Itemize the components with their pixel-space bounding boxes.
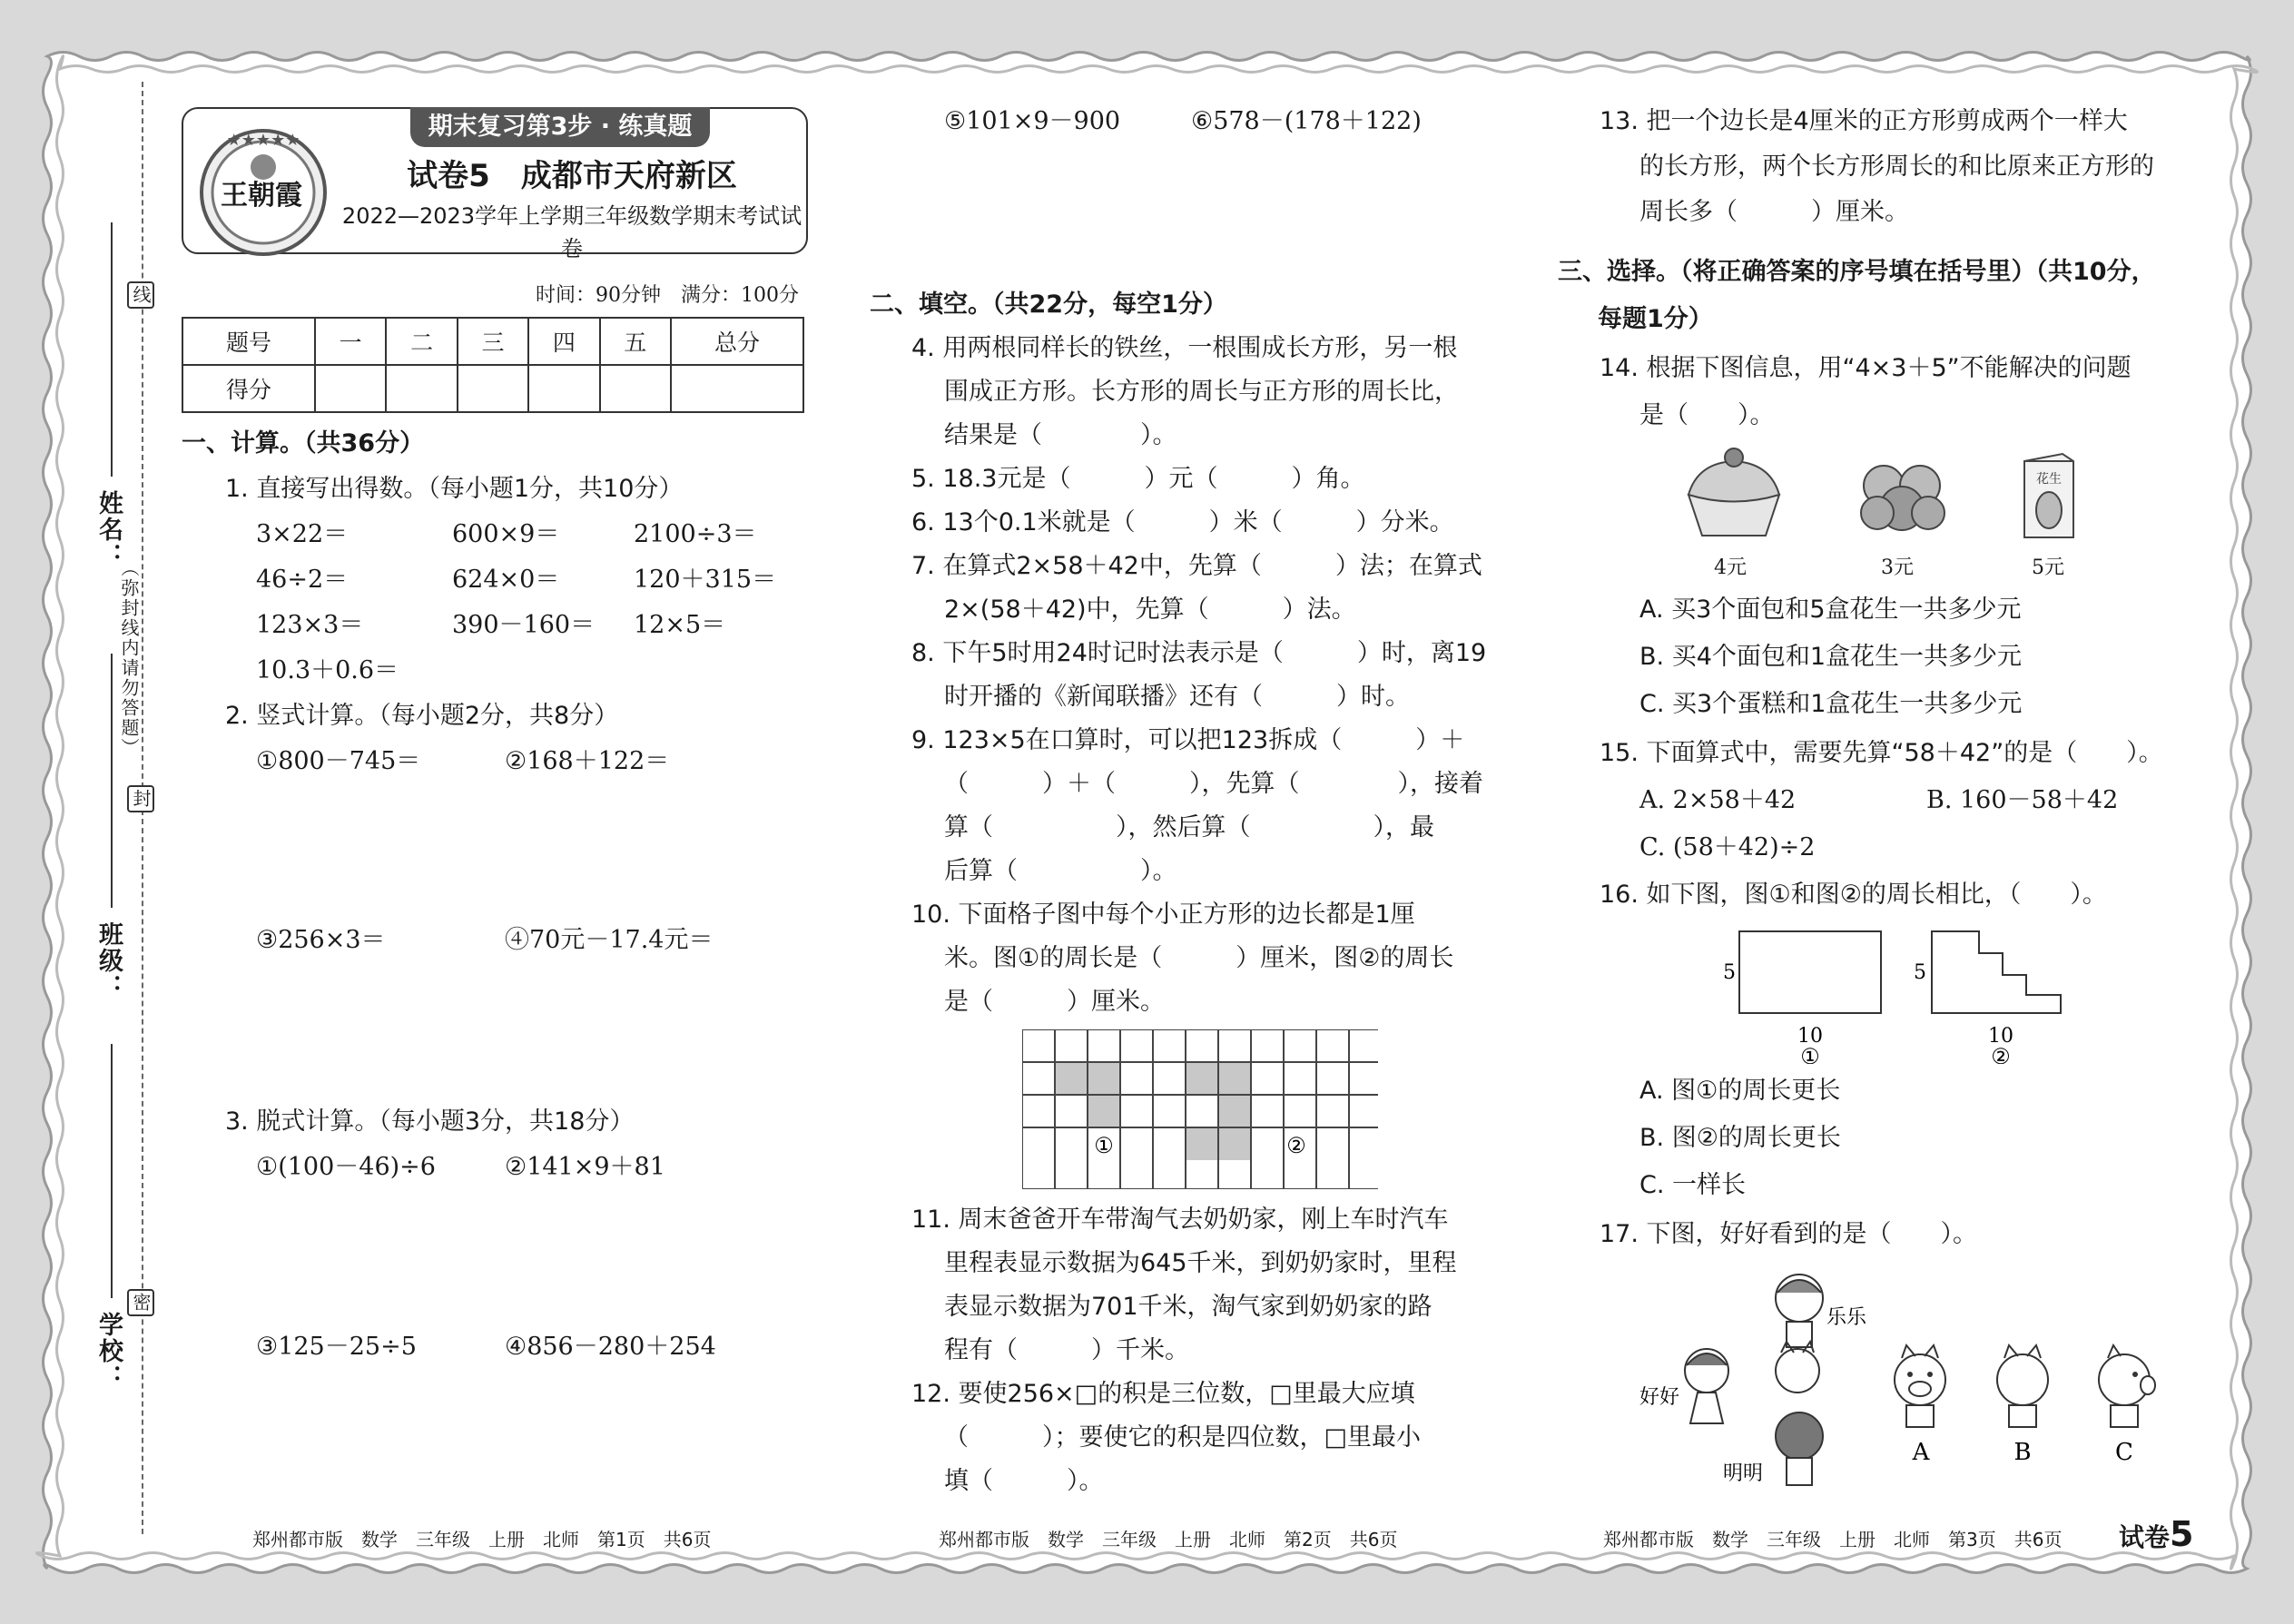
score-cell: 三 (458, 318, 528, 365)
q3-item: ⑥578－(178＋122) (1191, 107, 1422, 135)
score-input-cell[interactable] (671, 365, 803, 412)
q1-item: 12×5＝ (634, 611, 726, 639)
name-haohao: 好好 (1639, 1386, 1680, 1409)
q2-title: 2. 竖式计算。（每小题2分，共8分） (225, 702, 619, 730)
logo-text: 王朝霞 (221, 180, 302, 212)
section2-line: 是（ ）厘米。 (944, 988, 1165, 1016)
pig-center-icon (1776, 1342, 1819, 1393)
seal-line-label (127, 281, 154, 309)
score-input-cell[interactable] (600, 365, 671, 412)
page-footer: 郑州都市版 数学 三年级 上册 北师 第1页 共6页 (252, 1529, 712, 1550)
child-haohao-icon (1685, 1349, 1728, 1423)
paper-label (2119, 1514, 2193, 1554)
section2-line: 程有（ ）千米。 (944, 1336, 1189, 1364)
q2-item: ③256×3＝ (256, 926, 386, 954)
q16-text: 16. 如下图，图①和图②的周长相比，（ ）。 (1600, 881, 2107, 909)
section2-line: 10. 下面格子图中每个小正方形的边长都是1厘 (911, 901, 1415, 929)
q14-option-b[interactable]: B. 买4个面包和1盒花生一共多少元 (1639, 643, 2023, 671)
section2-line: 后算（ ）。 (944, 857, 1177, 885)
name-underline (111, 222, 113, 477)
q1-item: 46÷2＝ (256, 566, 349, 594)
q10-grid-figure (1022, 1029, 1378, 1189)
q16-option-b[interactable]: B. 图②的周长更长 (1639, 1124, 1841, 1152)
q14-option-a[interactable]: A. 买3个面包和5盒花生一共多少元 (1639, 595, 2022, 624)
fig1-width-label: 10 (1797, 1025, 1823, 1048)
score-cell: 题号 (182, 318, 315, 365)
pig-option-a-icon (1895, 1345, 1945, 1427)
q13-line: 的长方形，两个长方形周长的和比原来正方形的 (1639, 153, 2154, 181)
page-footer: 郑州都市版 数学 三年级 上册 北师 第3页 共6页 (1603, 1529, 2063, 1550)
grid-lines (1022, 1029, 1378, 1189)
paper-subtitle: 2022—2023学年上学期三年级数学期末考试试卷 (341, 203, 802, 261)
section3-title: 三、选择。（将正确答案的序号填在括号里）（共10分， (1558, 258, 2156, 286)
q14-text: 14. 根据下图信息，用“4×3＋5”不能解决的问题 (1600, 354, 2132, 382)
section2-line: 9. 123×5在口算时，可以把123拆成（ ）＋ (911, 726, 1465, 754)
score-table-score-row (182, 365, 803, 412)
section2-title: 二、填空。（共22分，每空1分） (870, 290, 1227, 319)
paper-label-text: 试卷 (2119, 1522, 2171, 1552)
q3-title: 3. 脱式计算。（每小题3分，共18分） (225, 1107, 635, 1136)
child-lele-icon (1776, 1275, 1823, 1347)
fig1-height-label: 5 (1723, 961, 1736, 984)
score-cell: 二 (386, 318, 457, 365)
section2-line: 米。图①的周长是（ ）厘米，图②的周长 (944, 944, 1454, 972)
section2-line: 5. 18.3元是（ ）元（ ）角。 (911, 465, 1365, 493)
time-info: 时间：90分钟 满分：100分 (536, 284, 799, 307)
q3-item: ③125－25÷5 (256, 1333, 417, 1361)
q1-item: 123×3＝ (256, 611, 364, 639)
q15-option-a[interactable]: A. 2×58＋42 (1639, 786, 1797, 814)
section2-line: 8. 下午5时用24时记时法表示是（ ）时，离19 (911, 639, 1487, 667)
paper-number: 5 (2170, 1514, 2194, 1554)
class-label: 班级： (94, 921, 123, 1000)
q15-option-c[interactable]: C. (58＋42)÷2 (1639, 833, 1816, 861)
score-cell: 得分 (182, 365, 315, 412)
school-label: 学校： (94, 1312, 123, 1391)
q14-option-c[interactable]: C. 买3个蛋糕和1盒花生一共多少元 (1639, 690, 2023, 718)
fig2-width-label: 10 (1988, 1025, 2013, 1048)
seal-char-2: 封 (127, 785, 154, 812)
cake-icon (1679, 445, 1788, 541)
section2-line: 算（ ），然后算（ ），最 (944, 813, 1434, 842)
page-footer: 郑州都市版 数学 三年级 上册 北师 第2页 共6页 (939, 1529, 1398, 1550)
q2-item: ②168＋122＝ (505, 747, 670, 775)
section2-line: 11. 周末爸爸开车带淘气去奶奶家，刚上车时汽车 (911, 1206, 1449, 1234)
section2-line: 围成正方形。长方形的周长与正方形的周长比， (944, 378, 1459, 406)
q3-item: ①(100－46)÷6 (256, 1153, 436, 1181)
fig2-height-label: 5 (1914, 961, 1926, 984)
q1-item: 600×9＝ (452, 520, 560, 548)
name-label: 姓名： (94, 490, 123, 569)
section2-line: 表显示数据为701千米，淘气家到奶奶家的路 (944, 1293, 1433, 1321)
section2-line: 12. 要使256×□的积是三位数，□里最大应填 (911, 1380, 1415, 1408)
q17-scene (1634, 1262, 2179, 1498)
section2-line: 6. 13个0.1米就是（ ）米（ ）分米。 (911, 508, 1454, 536)
q17-option-a[interactable]: A (1912, 1439, 1930, 1466)
staircase-figure (1932, 931, 2061, 1013)
class-underline[interactable] (111, 654, 113, 908)
q1-item: 2100÷3＝ (634, 520, 757, 548)
seal-char-3: 密 (127, 1289, 154, 1316)
q16-figures (1716, 922, 2079, 1064)
q1-item: 120＋315＝ (634, 566, 777, 594)
section3-title-cont: 每题1分） (1598, 305, 1713, 333)
score-input-cell[interactable] (386, 365, 457, 412)
q17-option-b[interactable]: B (2013, 1439, 2032, 1466)
q1-item: 3×22＝ (256, 520, 349, 548)
section2-line: （ ）＋（ ），先算（ ），接着 (944, 770, 1483, 798)
score-input-cell[interactable] (315, 365, 386, 412)
peanut-box-icon (2017, 447, 2077, 541)
pig-option-b-icon (1997, 1345, 2048, 1427)
section2-line: 时开播的《新闻联播》还有（ ）时。 (944, 683, 1410, 711)
section2-line: 结果是（ ）。 (944, 421, 1177, 449)
seal-secret-label (127, 1289, 154, 1316)
q16-option-a[interactable]: A. 图①的周长更长 (1639, 1077, 1841, 1105)
score-input-cell[interactable] (458, 365, 528, 412)
section2-line: 2×(58＋42)中，先算（ ）法。 (944, 595, 1356, 624)
paper-title: 试卷5 成都市天府新区 (407, 158, 737, 194)
bread-icon (1852, 454, 1952, 541)
q2-item: ①800－745＝ (256, 747, 421, 775)
q3-item: ④856－280＋254 (505, 1333, 716, 1361)
q1-item: 10.3＋0.6＝ (256, 656, 399, 684)
q17-text: 17. 下图，好好看到的是（ ）。 (1600, 1220, 1978, 1248)
q17-option-c[interactable]: C (2115, 1439, 2133, 1466)
svg-text:★★★★★: ★★★★★ (226, 133, 300, 150)
score-cell: 一 (315, 318, 386, 365)
q16-option-c[interactable]: C. 一样长 (1639, 1171, 1747, 1199)
price-label: 3元 (1881, 556, 1914, 579)
fig2-label: ② (1991, 1044, 2011, 1064)
name-mingming: 明明 (1723, 1462, 1764, 1485)
q3-item: ⑤101×9－900 (944, 107, 1121, 135)
grid-label-2: ② (1286, 1133, 1306, 1158)
seal-char-1: 线 (127, 281, 154, 309)
score-input-cell[interactable] (528, 365, 599, 412)
score-cell: 五 (600, 318, 671, 365)
pig-option-c-icon (2099, 1345, 2155, 1427)
name-lele: 乐乐 (1826, 1306, 1867, 1329)
header-tab: 期末复习第3步 · 练真题 (410, 107, 710, 147)
q14-text-cont: 是（ ）。 (1639, 401, 1775, 429)
q3-item: ②141×9＋81 (505, 1153, 665, 1181)
q1-title: 1. 直接写出得数。（每小题1分，共10分） (225, 475, 684, 503)
price-label: 5元 (2032, 556, 2064, 579)
school-underline[interactable] (111, 1044, 113, 1298)
q15-option-b[interactable]: B. 160－58＋42 (1926, 786, 2119, 814)
section2-line: 4. 用两根同样长的铁丝，一根围成长方形，另一根 (911, 334, 1458, 362)
q13-line: 13. 把一个边长是4厘米的正方形剪成两个一样大 (1600, 107, 2128, 135)
score-table (182, 317, 804, 413)
child-mingming-icon (1776, 1412, 1823, 1485)
price-label: 4元 (1714, 556, 1747, 579)
section2-line: （ ）；要使它的积是四位数，□里最小 (944, 1423, 1422, 1452)
section2-line: 里程表显示数据为645千米，到奶奶家时，里程 (944, 1249, 1457, 1277)
q1-item: 390－160＝ (452, 611, 596, 639)
q2-item: ④70元－17.4元＝ (505, 926, 714, 954)
score-cell: 四 (528, 318, 599, 365)
q1-item: 624×0＝ (452, 566, 560, 594)
section2-line: 7. 在算式2×58＋42中，先算（ ）法；在算式 (911, 552, 1482, 580)
section2-line: 填（ ）。 (944, 1467, 1104, 1495)
peanut-box-label: 花生 (2036, 472, 2062, 487)
score-cell: 总分 (671, 318, 803, 365)
q15-text: 15. 下面算式中，需要先算“58＋42”的是（ ）。 (1600, 739, 2163, 767)
q13-line: 周长多（ ）厘米。 (1639, 198, 1909, 226)
binding-note: （弥封线内请勿答题） (118, 558, 140, 758)
score-table-header-row (182, 318, 803, 365)
rectangle-figure (1739, 931, 1881, 1013)
fig1-label: ① (1800, 1044, 1820, 1064)
grid-label-1: ① (1094, 1133, 1114, 1158)
section1-title: 一、计算。（共36分） (182, 429, 425, 458)
seal-seal-label (127, 785, 154, 812)
